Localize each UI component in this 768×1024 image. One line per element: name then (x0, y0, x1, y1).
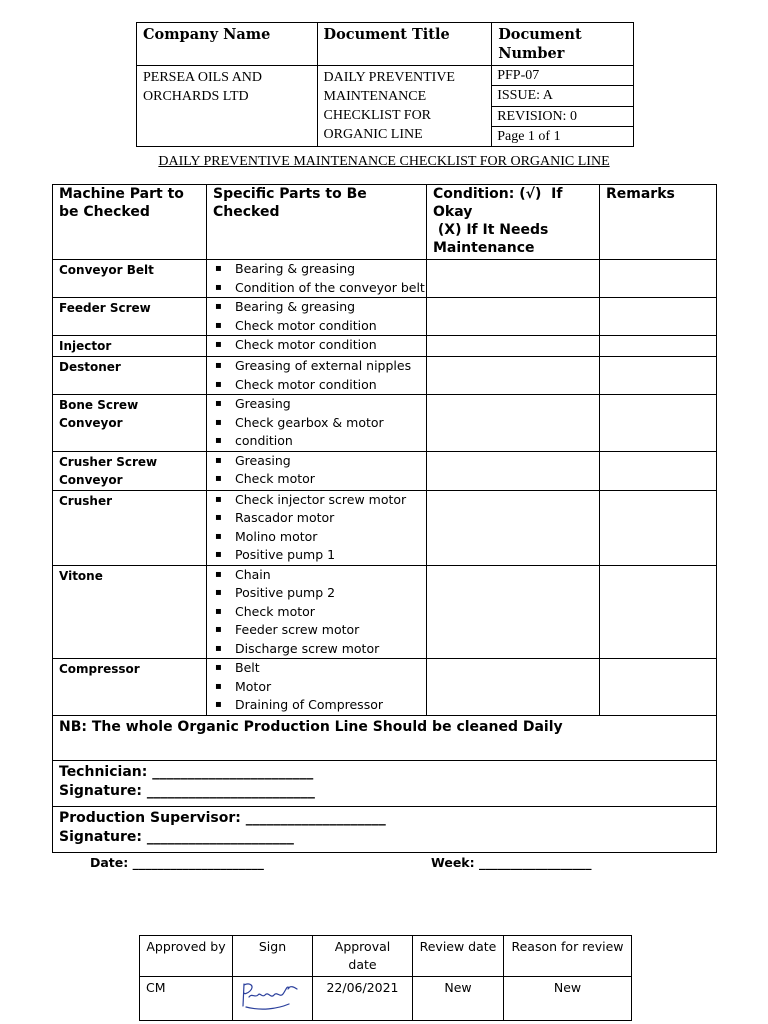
specific-part-item (215, 659, 426, 678)
condition-cell[interactable] (427, 451, 600, 490)
approval-row (140, 977, 632, 1021)
specific-part-item (215, 640, 426, 659)
specific-part-text: Positive pump 2 (235, 585, 336, 600)
remarks-cell[interactable] (600, 451, 717, 490)
specific-part-text: Molino motor (235, 528, 318, 544)
specific-part-text: Discharge screw motor (235, 640, 380, 656)
approval-header-sign: Sign (233, 936, 313, 977)
bullet-icon: ▪ (215, 301, 222, 312)
specific-part-text: Check motor (235, 471, 315, 486)
header-document-title-label: Document Title (317, 23, 492, 66)
specific-part-text: condition (235, 433, 293, 448)
technician-signoff (53, 760, 717, 806)
specific-part-text: Check motor condition (235, 337, 377, 352)
revision-value: REVISION: 0 (492, 106, 634, 126)
specific-parts-cell (207, 336, 427, 357)
condition-cell[interactable] (427, 336, 600, 357)
bullet-icon: ▪ (215, 699, 222, 710)
checklist-row (53, 336, 717, 357)
supervisor-line[interactable]: Production Supervisor: ____________________ (59, 809, 386, 826)
specific-part-text: Check injector screw motor (235, 491, 407, 507)
remarks-cell[interactable] (600, 659, 717, 716)
bullet-icon: ▪ (215, 512, 222, 523)
bullet-icon: ▪ (215, 493, 222, 505)
machine-part-label: Crusher (53, 490, 207, 565)
specific-parts-cell (207, 260, 427, 298)
approval-table (139, 935, 632, 1021)
condition-cell[interactable] (427, 260, 600, 298)
condition-cell[interactable] (427, 357, 600, 395)
specific-part-text: Motor (235, 678, 272, 694)
specific-parts-list (207, 357, 426, 394)
bullet-icon: ▪ (215, 587, 222, 598)
technician-signature-line[interactable]: Signature: ________________________ (59, 782, 315, 799)
bullet-icon: ▪ (215, 624, 222, 635)
bullet-icon: ▪ (215, 378, 222, 390)
specific-part-text: Condition of the conveyor belt (235, 279, 425, 295)
specific-part-item (215, 603, 426, 622)
specific-part-item (215, 452, 426, 471)
remarks-cell[interactable] (600, 490, 717, 565)
specific-part-text: Bearing & greasing (235, 261, 356, 276)
specific-part-item (215, 317, 426, 336)
checklist-row (53, 357, 717, 395)
remarks-cell[interactable] (600, 336, 717, 357)
approval-header-approved-by: Approved by (140, 936, 233, 977)
specific-parts-cell (207, 298, 427, 336)
reason-for-review-value: New (504, 977, 632, 1021)
column-header-condition: Condition: (√) If Okay (X) If It Needs Maintenance (427, 185, 600, 260)
week-field[interactable]: Week: __________________ (431, 855, 592, 870)
specific-part-item (215, 376, 426, 395)
condition-cell[interactable] (427, 298, 600, 336)
specific-parts-cell (207, 490, 427, 565)
issue-value: ISSUE: A (492, 86, 634, 106)
specific-part-text: Check gearbox & motor (235, 414, 384, 430)
specific-part-item (215, 566, 426, 585)
signature-cell (233, 977, 313, 1021)
document-title-value: DAILY PREVENTIVE MAINTENANCE CHECKLIST FOR ORGANIC LINE (317, 66, 492, 147)
approval-header-row (140, 936, 632, 977)
condition-cell[interactable] (427, 565, 600, 659)
specific-part-text: Check motor (235, 603, 315, 619)
specific-part-text: Greasing (235, 396, 291, 411)
bullet-icon: ▪ (215, 568, 222, 580)
specific-parts-list (207, 260, 426, 297)
column-header-specific-parts: Specific Parts to Be Checked (207, 185, 427, 260)
specific-parts-list (207, 395, 426, 451)
specific-parts-list (207, 298, 426, 335)
specific-part-text: Check motor condition (235, 376, 377, 392)
technician-line[interactable]: Technician: _______________________ (59, 763, 314, 780)
remarks-cell[interactable] (600, 357, 717, 395)
specific-part-item (215, 528, 426, 547)
page-value: Page 1 of 1 (492, 126, 634, 146)
specific-part-item (215, 298, 426, 317)
bullet-icon: ▪ (215, 339, 222, 350)
approval-header-review-date: Review date (413, 936, 504, 977)
specific-part-item (215, 336, 426, 355)
specific-part-item (215, 621, 426, 640)
specific-part-item (215, 414, 426, 433)
bullet-icon: ▪ (215, 454, 222, 466)
company-name-value: PERSEA OILS AND ORCHARDS LTD (137, 66, 318, 147)
specific-part-text: Rascador motor (235, 510, 335, 525)
column-header-remarks: Remarks (600, 185, 717, 260)
bullet-icon: ▪ (215, 281, 222, 293)
bullet-icon: ▪ (215, 360, 222, 371)
supervisor-signature-line[interactable]: Signature: _____________________ (59, 828, 294, 845)
checklist-row (53, 298, 717, 336)
specific-parts-list (207, 566, 426, 659)
checklist-row (53, 395, 717, 452)
machine-part-label: Injector (53, 336, 207, 357)
specific-parts-cell (207, 565, 427, 659)
checklist-row (53, 490, 717, 565)
condition-cell[interactable] (427, 395, 600, 452)
machine-part-label: Feeder Screw (53, 298, 207, 336)
specific-part-item (215, 584, 426, 603)
header-document-number-label: Document Number (492, 23, 634, 66)
specific-part-item (215, 696, 426, 715)
specific-parts-cell (207, 395, 427, 452)
condition-cell[interactable] (427, 490, 600, 565)
document-title-heading: DAILY PREVENTIVE MAINTENANCE CHECKLIST FOR ORGANIC LINE (158, 154, 610, 169)
machine-part-label: Vitone (53, 565, 207, 659)
review-date-value: New (413, 977, 504, 1021)
bullet-icon: ▪ (215, 398, 222, 409)
date-field[interactable]: Date: _____________________ (90, 855, 264, 870)
approval-header-approval-date: Approval date (313, 936, 413, 977)
approval-header-reason: Reason for review (504, 936, 632, 977)
specific-part-item (215, 260, 426, 279)
specific-part-item (215, 470, 426, 489)
approved-by-value: CM (140, 977, 233, 1021)
bullet-icon: ▪ (215, 605, 222, 617)
handwritten-signature-icon (233, 977, 313, 1015)
checklist-rows (53, 260, 717, 716)
specific-part-item (215, 432, 426, 451)
machine-part-label: Crusher Screw Conveyor (53, 451, 207, 490)
header-company-name-label: Company Name (137, 23, 318, 66)
bullet-icon: ▪ (215, 263, 222, 274)
specific-part-item (215, 279, 426, 298)
machine-part-label: Destoner (53, 357, 207, 395)
specific-part-text: Feeder screw motor (235, 622, 360, 637)
document-header-table (136, 22, 634, 147)
specific-part-item (215, 491, 426, 510)
specific-part-text: Bearing & greasing (235, 299, 356, 314)
column-header-machine-part: Machine Part to be Checked (53, 185, 207, 260)
machine-part-label: Compressor (53, 659, 207, 716)
bullet-icon: ▪ (215, 473, 222, 484)
approval-date-value: 22/06/2021 (313, 977, 413, 1021)
specific-part-item (215, 678, 426, 697)
checklist-row (53, 260, 717, 298)
specific-parts-list (207, 452, 426, 489)
cleaning-note: NB: The whole Organic Production Line Should be cleaned Daily (53, 715, 717, 760)
checklist-header-row (53, 185, 717, 260)
machine-part-label: Bone Screw Conveyor (53, 395, 207, 452)
remarks-cell[interactable] (600, 565, 717, 659)
remarks-cell[interactable] (600, 260, 717, 298)
condition-cell[interactable] (427, 659, 600, 716)
specific-part-text: Draining of Compressor (235, 697, 383, 712)
specific-part-text: Check motor condition (235, 317, 377, 333)
specific-parts-cell (207, 451, 427, 490)
bullet-icon: ▪ (215, 530, 222, 542)
bullet-icon: ▪ (215, 416, 222, 428)
specific-parts-cell (207, 357, 427, 395)
remarks-cell[interactable] (600, 395, 717, 452)
specific-part-text: Greasing (235, 452, 291, 468)
specific-part-item (215, 357, 426, 376)
specific-part-text: Chain (235, 566, 271, 582)
bullet-icon: ▪ (215, 642, 222, 654)
specific-parts-list (207, 659, 426, 715)
specific-part-item (215, 546, 426, 565)
bullet-icon: ▪ (215, 319, 222, 331)
specific-parts-list (207, 491, 426, 565)
checklist-row (53, 565, 717, 659)
bullet-icon: ▪ (215, 435, 222, 446)
bullet-icon: ▪ (215, 680, 222, 692)
specific-parts-list (207, 336, 426, 355)
specific-part-item (215, 509, 426, 528)
specific-part-item (215, 395, 426, 414)
checklist-row (53, 659, 717, 716)
supervisor-signoff (53, 806, 717, 852)
checklist-table (52, 184, 717, 853)
specific-part-text: Positive pump 1 (235, 547, 336, 562)
specific-part-text: Belt (235, 660, 260, 675)
remarks-cell[interactable] (600, 298, 717, 336)
document-number-value: PFP-07 (492, 66, 634, 86)
machine-part-label: Conveyor Belt (53, 260, 207, 298)
specific-parts-cell (207, 659, 427, 716)
bullet-icon: ▪ (215, 662, 222, 673)
specific-part-text: Greasing of external nipples (235, 358, 412, 373)
bullet-icon: ▪ (215, 549, 222, 560)
checklist-row (53, 451, 717, 490)
